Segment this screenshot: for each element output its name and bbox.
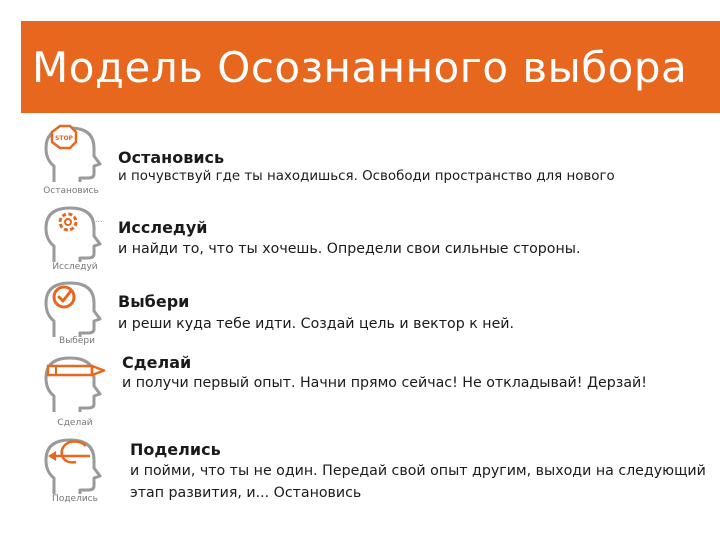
step-heading: Исследуй — [118, 218, 208, 237]
step-description: и пойми, что ты не один. Передай свой опыт другим, выходи на следующий этап развития, и... Остановись — [130, 463, 706, 501]
step-heading: Остановись — [118, 148, 225, 167]
icon-caption: Сделай — [57, 418, 93, 428]
step-description: и почувствуй где ты находишься. Освободи пространство для нового — [118, 169, 615, 184]
icon-caption: Поделись — [52, 494, 98, 504]
share-arrow-head-icon — [40, 432, 110, 502]
pencil-head-icon — [40, 350, 110, 420]
step-heading: Сделай — [122, 353, 192, 372]
icon-caption: Исследуй — [52, 262, 98, 272]
step-description: и реши куда тебе идти. Создай цель и вектор к ней. — [118, 316, 515, 332]
page-title: Модель Осознанного выбора — [32, 43, 688, 92]
svg-text:STOP: STOP — [55, 135, 73, 142]
gear-head-icon — [40, 200, 110, 270]
step-heading: Поделись — [130, 440, 221, 459]
step-heading: Выбери — [118, 292, 190, 311]
svg-text:...: ... — [95, 215, 103, 224]
icon-caption: Остановись — [43, 186, 99, 196]
stop-sign-head-icon — [40, 120, 110, 190]
icon-caption: Выбери — [59, 336, 95, 346]
step-description: и найди то, что ты хочешь. Определи свои сильные стороны. — [118, 241, 581, 257]
step-description: и получи первый опыт. Начни прямо сейчас! Не откладывай! Дерзай! — [122, 375, 647, 391]
checkmark-head-icon — [40, 275, 110, 345]
